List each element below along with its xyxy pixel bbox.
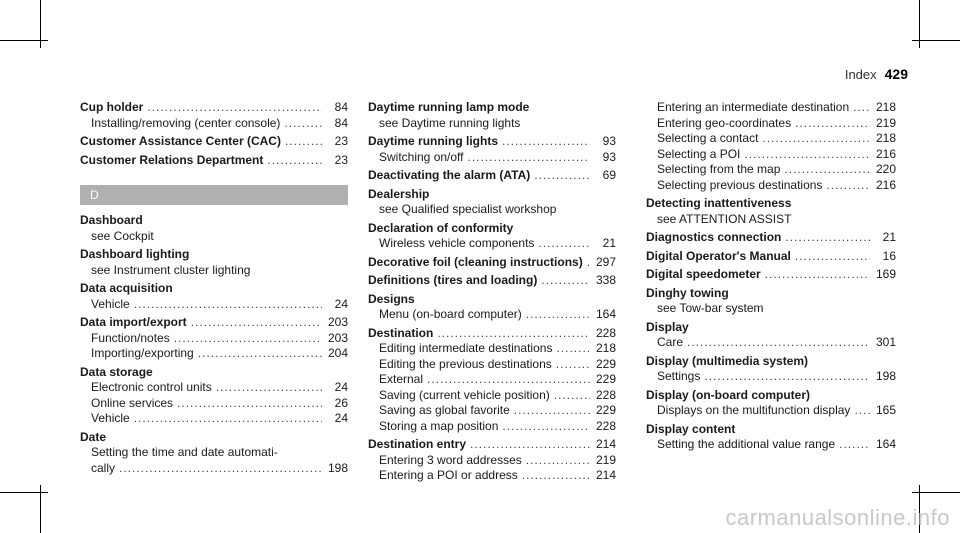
index-entry-heading[interactable]	[646, 320, 896, 336]
leader-dots	[134, 297, 322, 313]
index-subentry[interactable]	[646, 212, 896, 228]
index-subentry[interactable]	[368, 419, 616, 435]
index-subentry[interactable]	[646, 147, 896, 163]
leader-dots	[284, 116, 322, 132]
entry-text: Display (on-board computer)	[646, 387, 811, 402]
page-reference: 21	[882, 230, 896, 244]
entry-text: see Daytime running lights	[379, 115, 521, 130]
leader-dots	[556, 341, 590, 357]
index-entry-heading[interactable]	[368, 168, 616, 184]
leader-dots	[119, 461, 322, 477]
leader-dots	[437, 326, 590, 342]
entry-text: see Qualified specialist workshop	[379, 202, 557, 216]
index-subentry[interactable]	[80, 445, 348, 461]
entry-text: Entering 3 word addresses	[379, 452, 522, 467]
page-reference: 24	[334, 296, 348, 311]
entry-text: Menu (on-board computer)	[379, 307, 522, 321]
entry-text: Settings	[657, 369, 701, 383]
leader-dots	[427, 372, 590, 388]
entry-text: Selecting previous destinations	[657, 177, 823, 192]
index-subentry[interactable]	[80, 346, 348, 362]
index-subentry[interactable]	[646, 301, 896, 317]
index-entry	[368, 437, 616, 484]
page-reference: 24	[334, 380, 348, 394]
leader-dots	[522, 468, 590, 484]
index-subentry[interactable]	[368, 357, 616, 373]
entry-text: Function/notes	[91, 330, 170, 345]
entry-text: Care	[657, 335, 684, 349]
page-reference: 23	[334, 134, 348, 148]
index-subentry[interactable]	[80, 380, 348, 396]
entry-text: Saving (current vehicle position)	[379, 387, 550, 402]
entry-text: see Instrument cluster lighting	[91, 262, 251, 277]
index-entry-heading[interactable]	[368, 437, 616, 453]
page-reference: 214	[595, 437, 616, 451]
leader-dots	[541, 273, 590, 289]
index-entry	[646, 320, 896, 351]
crop-mark	[0, 492, 48, 493]
page-reference: 219	[595, 452, 616, 467]
index-entry	[80, 100, 348, 131]
index-subentry[interactable]	[80, 331, 348, 347]
index-entry	[80, 430, 348, 477]
page-reference: 169	[875, 267, 896, 281]
index-subentry[interactable]	[368, 468, 616, 484]
leader-dots	[853, 100, 870, 116]
section-letter-bar: D	[80, 185, 348, 205]
index-entry	[368, 187, 616, 218]
index-entry	[80, 153, 348, 169]
index-entry-heading[interactable]	[80, 281, 348, 297]
watermark: carmanualsonline.info	[725, 505, 950, 530]
index-subentry[interactable]	[368, 307, 616, 323]
entry-text: cally	[91, 460, 116, 475]
page-reference: 229	[595, 403, 616, 417]
index-entry-heading[interactable]	[368, 326, 616, 342]
entry-text: Entering a POI or address	[379, 468, 518, 482]
page-reference: 297	[595, 254, 616, 269]
page-reference: 338	[595, 273, 616, 287]
index-entry-heading[interactable]	[80, 213, 348, 229]
index-entry-heading[interactable]	[80, 430, 348, 446]
entry-text: Selecting a contact	[657, 131, 759, 145]
index-subentry[interactable]	[368, 341, 616, 357]
index-entry-heading[interactable]	[368, 292, 616, 308]
entry-text: Declaration of conformity	[368, 220, 514, 235]
page-reference: 216	[875, 177, 896, 192]
entry-text: Display content	[646, 421, 736, 436]
leader-dots	[538, 236, 590, 252]
index-entry-heading[interactable]	[80, 365, 348, 381]
page-reference: 23	[334, 152, 348, 167]
page-reference: 218	[875, 131, 896, 145]
entry-text: Customer Relations Department	[80, 152, 264, 167]
index-entry	[368, 221, 616, 252]
entry-text: Editing the previous destinations	[379, 356, 552, 371]
leader-dots	[514, 403, 590, 419]
crop-mark	[912, 492, 960, 493]
index-subentry[interactable]	[368, 116, 616, 132]
entry-text: Definitions (tires and loading)	[368, 273, 538, 287]
index-subentry[interactable]	[80, 396, 348, 412]
index-subentry[interactable]	[646, 131, 896, 147]
entry-text: Entering an intermediate destination	[657, 100, 850, 114]
entry-text: Deactivating the alarm (ATA)	[368, 168, 531, 182]
index-column-1	[80, 100, 348, 476]
page-reference: 301	[875, 335, 896, 349]
leader-dots	[526, 307, 590, 323]
entry-text: see Tow-bar system	[657, 301, 764, 315]
index-column-2	[368, 100, 616, 484]
page-number: 429	[884, 66, 908, 82]
page-reference: 84	[334, 100, 348, 114]
index-entry-heading[interactable]	[368, 100, 616, 116]
leader-dots	[216, 380, 322, 396]
entry-text: Destination	[368, 325, 434, 340]
index-subentry[interactable]	[368, 236, 616, 252]
index-entry	[368, 292, 616, 323]
index-entry-heading[interactable]	[646, 422, 896, 438]
page-reference: 214	[595, 468, 616, 482]
leader-dots	[826, 178, 870, 194]
leader-dots	[556, 357, 590, 373]
index-entry	[80, 315, 348, 362]
index-entry-heading[interactable]	[368, 255, 616, 271]
index-entry-heading[interactable]	[646, 286, 896, 302]
page-reference: 164	[595, 307, 616, 321]
leader-dots	[198, 346, 322, 362]
index-subentry[interactable]	[368, 202, 616, 218]
entry-text: Daytime running lights	[368, 134, 499, 148]
index-entry	[80, 247, 348, 278]
entry-text: Importing/exporting	[91, 346, 194, 360]
leader-dots	[134, 411, 322, 427]
entry-text: Data import/export	[80, 315, 187, 329]
index-entry	[80, 365, 348, 427]
index-subentry[interactable]	[368, 403, 616, 419]
index-subentry[interactable]	[80, 263, 348, 279]
index-subentry[interactable]	[646, 178, 896, 194]
entry-text: Online services	[91, 395, 174, 410]
page-reference: 229	[595, 356, 616, 371]
leader-dots	[795, 116, 870, 132]
index-entry-heading[interactable]	[646, 354, 896, 370]
leader-dots	[839, 437, 870, 453]
index-entry-heading[interactable]	[646, 249, 896, 265]
leader-dots	[744, 147, 870, 163]
index-entry-heading[interactable]	[80, 100, 348, 116]
leader-dots	[147, 100, 322, 116]
leader-dots	[704, 369, 870, 385]
entry-text: Digital speedometer	[646, 267, 761, 281]
index-entry	[80, 134, 348, 150]
leader-dots	[687, 335, 870, 351]
entry-text: Daytime running lamp mode	[368, 100, 530, 114]
leader-dots	[554, 388, 590, 404]
index-entry	[646, 100, 896, 193]
index-entry-heading[interactable]	[646, 196, 896, 212]
entry-text: Data storage	[80, 364, 153, 379]
index-subentry[interactable]	[646, 100, 896, 116]
leader-dots	[502, 419, 590, 435]
entry-text: Dashboard lighting	[80, 247, 190, 261]
index-subentry[interactable]	[80, 297, 348, 313]
page-reference: 198	[327, 460, 348, 475]
page-reference: 16	[882, 248, 896, 263]
entry-text: Entering geo-coordinates	[657, 115, 792, 130]
index-subentry[interactable]	[80, 116, 348, 132]
entry-text: Designs	[368, 291, 415, 306]
index-entry	[646, 249, 896, 265]
index-subentry[interactable]	[646, 369, 896, 385]
index-entry	[646, 354, 896, 385]
entry-text: Diagnostics connection	[646, 230, 782, 244]
index-entry	[368, 273, 616, 289]
entry-text: Date	[80, 429, 107, 444]
page-reference: 228	[595, 325, 616, 340]
entry-text: Wireless vehicle components	[379, 236, 535, 250]
entry-text: Vehicle	[91, 296, 130, 311]
entry-text: External	[379, 372, 424, 386]
index-entry	[646, 422, 896, 453]
page-reference: 84	[334, 115, 348, 130]
page-reference: 218	[875, 100, 896, 114]
index-entry-heading[interactable]	[368, 134, 616, 150]
index-entry	[646, 388, 896, 419]
leader-dots	[526, 453, 590, 469]
entry-text: Decorative foil (cleaning instructions)	[368, 254, 583, 269]
entry-text: Dinghy towing	[646, 285, 729, 300]
index-subentry[interactable]	[646, 403, 896, 419]
page-reference: 228	[595, 387, 616, 402]
entry-text: Editing intermediate destinations	[379, 341, 553, 355]
entry-text: Vehicle	[91, 411, 130, 425]
leader-dots	[784, 162, 870, 178]
page-reference: 228	[595, 418, 616, 433]
index-subentry[interactable]	[80, 461, 348, 477]
page-reference: 69	[602, 168, 616, 182]
page-reference: 165	[875, 403, 896, 417]
index-column-3	[646, 100, 896, 453]
index-entry-heading[interactable]	[80, 247, 348, 263]
entry-text: Display	[646, 319, 689, 334]
page-reference: 93	[602, 134, 616, 148]
page-reference: 24	[334, 411, 348, 425]
entry-text: Selecting from the map	[657, 162, 781, 176]
leader-dots	[177, 396, 322, 412]
entry-text: see ATTENTION ASSIST	[657, 211, 792, 226]
index-entry-heading[interactable]	[646, 267, 896, 283]
index-subentry[interactable]	[368, 372, 616, 388]
entry-text: Dashboard	[80, 213, 143, 227]
entry-text: Destination entry	[368, 437, 467, 451]
page-reference: 203	[327, 330, 348, 345]
leader-dots	[534, 168, 590, 184]
page-reference: 164	[875, 437, 896, 451]
index-entry-heading[interactable]	[80, 134, 348, 150]
index-subentry[interactable]	[646, 437, 896, 453]
index-entry	[646, 230, 896, 246]
page-reference: 198	[875, 369, 896, 383]
leader-dots	[785, 230, 870, 246]
index-subentry[interactable]	[646, 162, 896, 178]
entry-text: Switching on/off	[379, 149, 464, 164]
entry-text: Selecting a POI	[657, 146, 741, 161]
index-subentry[interactable]	[368, 150, 616, 166]
entry-text: Dealership	[368, 186, 430, 201]
entry-text: Saving as global favorite	[379, 403, 510, 417]
leader-dots	[502, 134, 590, 150]
page-reference: 204	[327, 346, 348, 360]
entry-text: Digital Operator's Manual	[646, 248, 791, 263]
entry-text: see Cockpit	[91, 228, 154, 243]
index-entry-heading[interactable]	[80, 315, 348, 331]
entry-text: Electronic control units	[91, 380, 212, 394]
crop-mark	[912, 40, 960, 41]
entry-text: Installing/removing (center console)	[91, 115, 281, 130]
index-entry	[368, 255, 616, 271]
entry-text: Setting the time and date automati-	[91, 445, 278, 459]
page-reference: 21	[602, 236, 616, 250]
index-entry	[646, 196, 896, 227]
index-entry	[646, 267, 896, 283]
index-entry-heading[interactable]	[368, 273, 616, 289]
page-reference: 26	[334, 395, 348, 410]
page-reference: 93	[602, 149, 616, 164]
leader-dots	[174, 331, 322, 347]
index-entry-heading[interactable]	[80, 153, 348, 169]
entry-text: Displays on the multifunction display	[657, 403, 851, 417]
index-entry-heading[interactable]	[646, 230, 896, 246]
index-subentry[interactable]	[80, 229, 348, 245]
index-entry	[80, 213, 348, 244]
crop-mark	[0, 40, 48, 41]
index-entry	[368, 134, 616, 165]
entry-text: Cup holder	[80, 100, 144, 114]
index-subentry[interactable]	[646, 116, 896, 132]
index-entry	[80, 281, 348, 312]
index-entry-heading[interactable]	[368, 221, 616, 237]
index-entry-heading[interactable]	[646, 388, 896, 404]
entry-text: Setting the additional value range	[657, 437, 836, 451]
entry-text: Customer Assistance Center (CAC)	[80, 134, 281, 148]
page-reference: 218	[595, 341, 616, 355]
index-subentry[interactable]	[646, 335, 896, 351]
entry-text: Display (multimedia system)	[646, 353, 809, 368]
index-subentry[interactable]	[368, 388, 616, 404]
leader-dots	[285, 134, 322, 150]
page-reference: 203	[327, 315, 348, 329]
leader-dots	[795, 249, 870, 265]
entry-text: Detecting inattentiveness	[646, 196, 792, 210]
leader-dots	[267, 153, 322, 169]
entry-text: Storing a map position	[379, 418, 499, 433]
index-entry	[368, 100, 616, 131]
leader-dots	[468, 150, 591, 166]
leader-dots	[470, 437, 590, 453]
leader-dots	[854, 403, 870, 419]
index-subentry[interactable]	[368, 453, 616, 469]
leader-dots	[191, 315, 322, 331]
leader-dots	[762, 131, 870, 147]
page-reference: 216	[875, 146, 896, 161]
index-subentry[interactable]	[80, 411, 348, 427]
index-entry	[368, 326, 616, 435]
index-entry-heading[interactable]	[368, 187, 616, 203]
leader-dots	[587, 255, 590, 271]
page-reference: 219	[875, 115, 896, 130]
page-header	[845, 66, 908, 82]
entry-text: Data acquisition	[80, 281, 173, 295]
index-entry	[368, 168, 616, 184]
leader-dots	[765, 267, 870, 283]
page-reference: 229	[595, 372, 616, 386]
page-reference: 220	[875, 162, 896, 176]
header-label: Index	[844, 67, 877, 82]
index-entry	[646, 286, 896, 317]
